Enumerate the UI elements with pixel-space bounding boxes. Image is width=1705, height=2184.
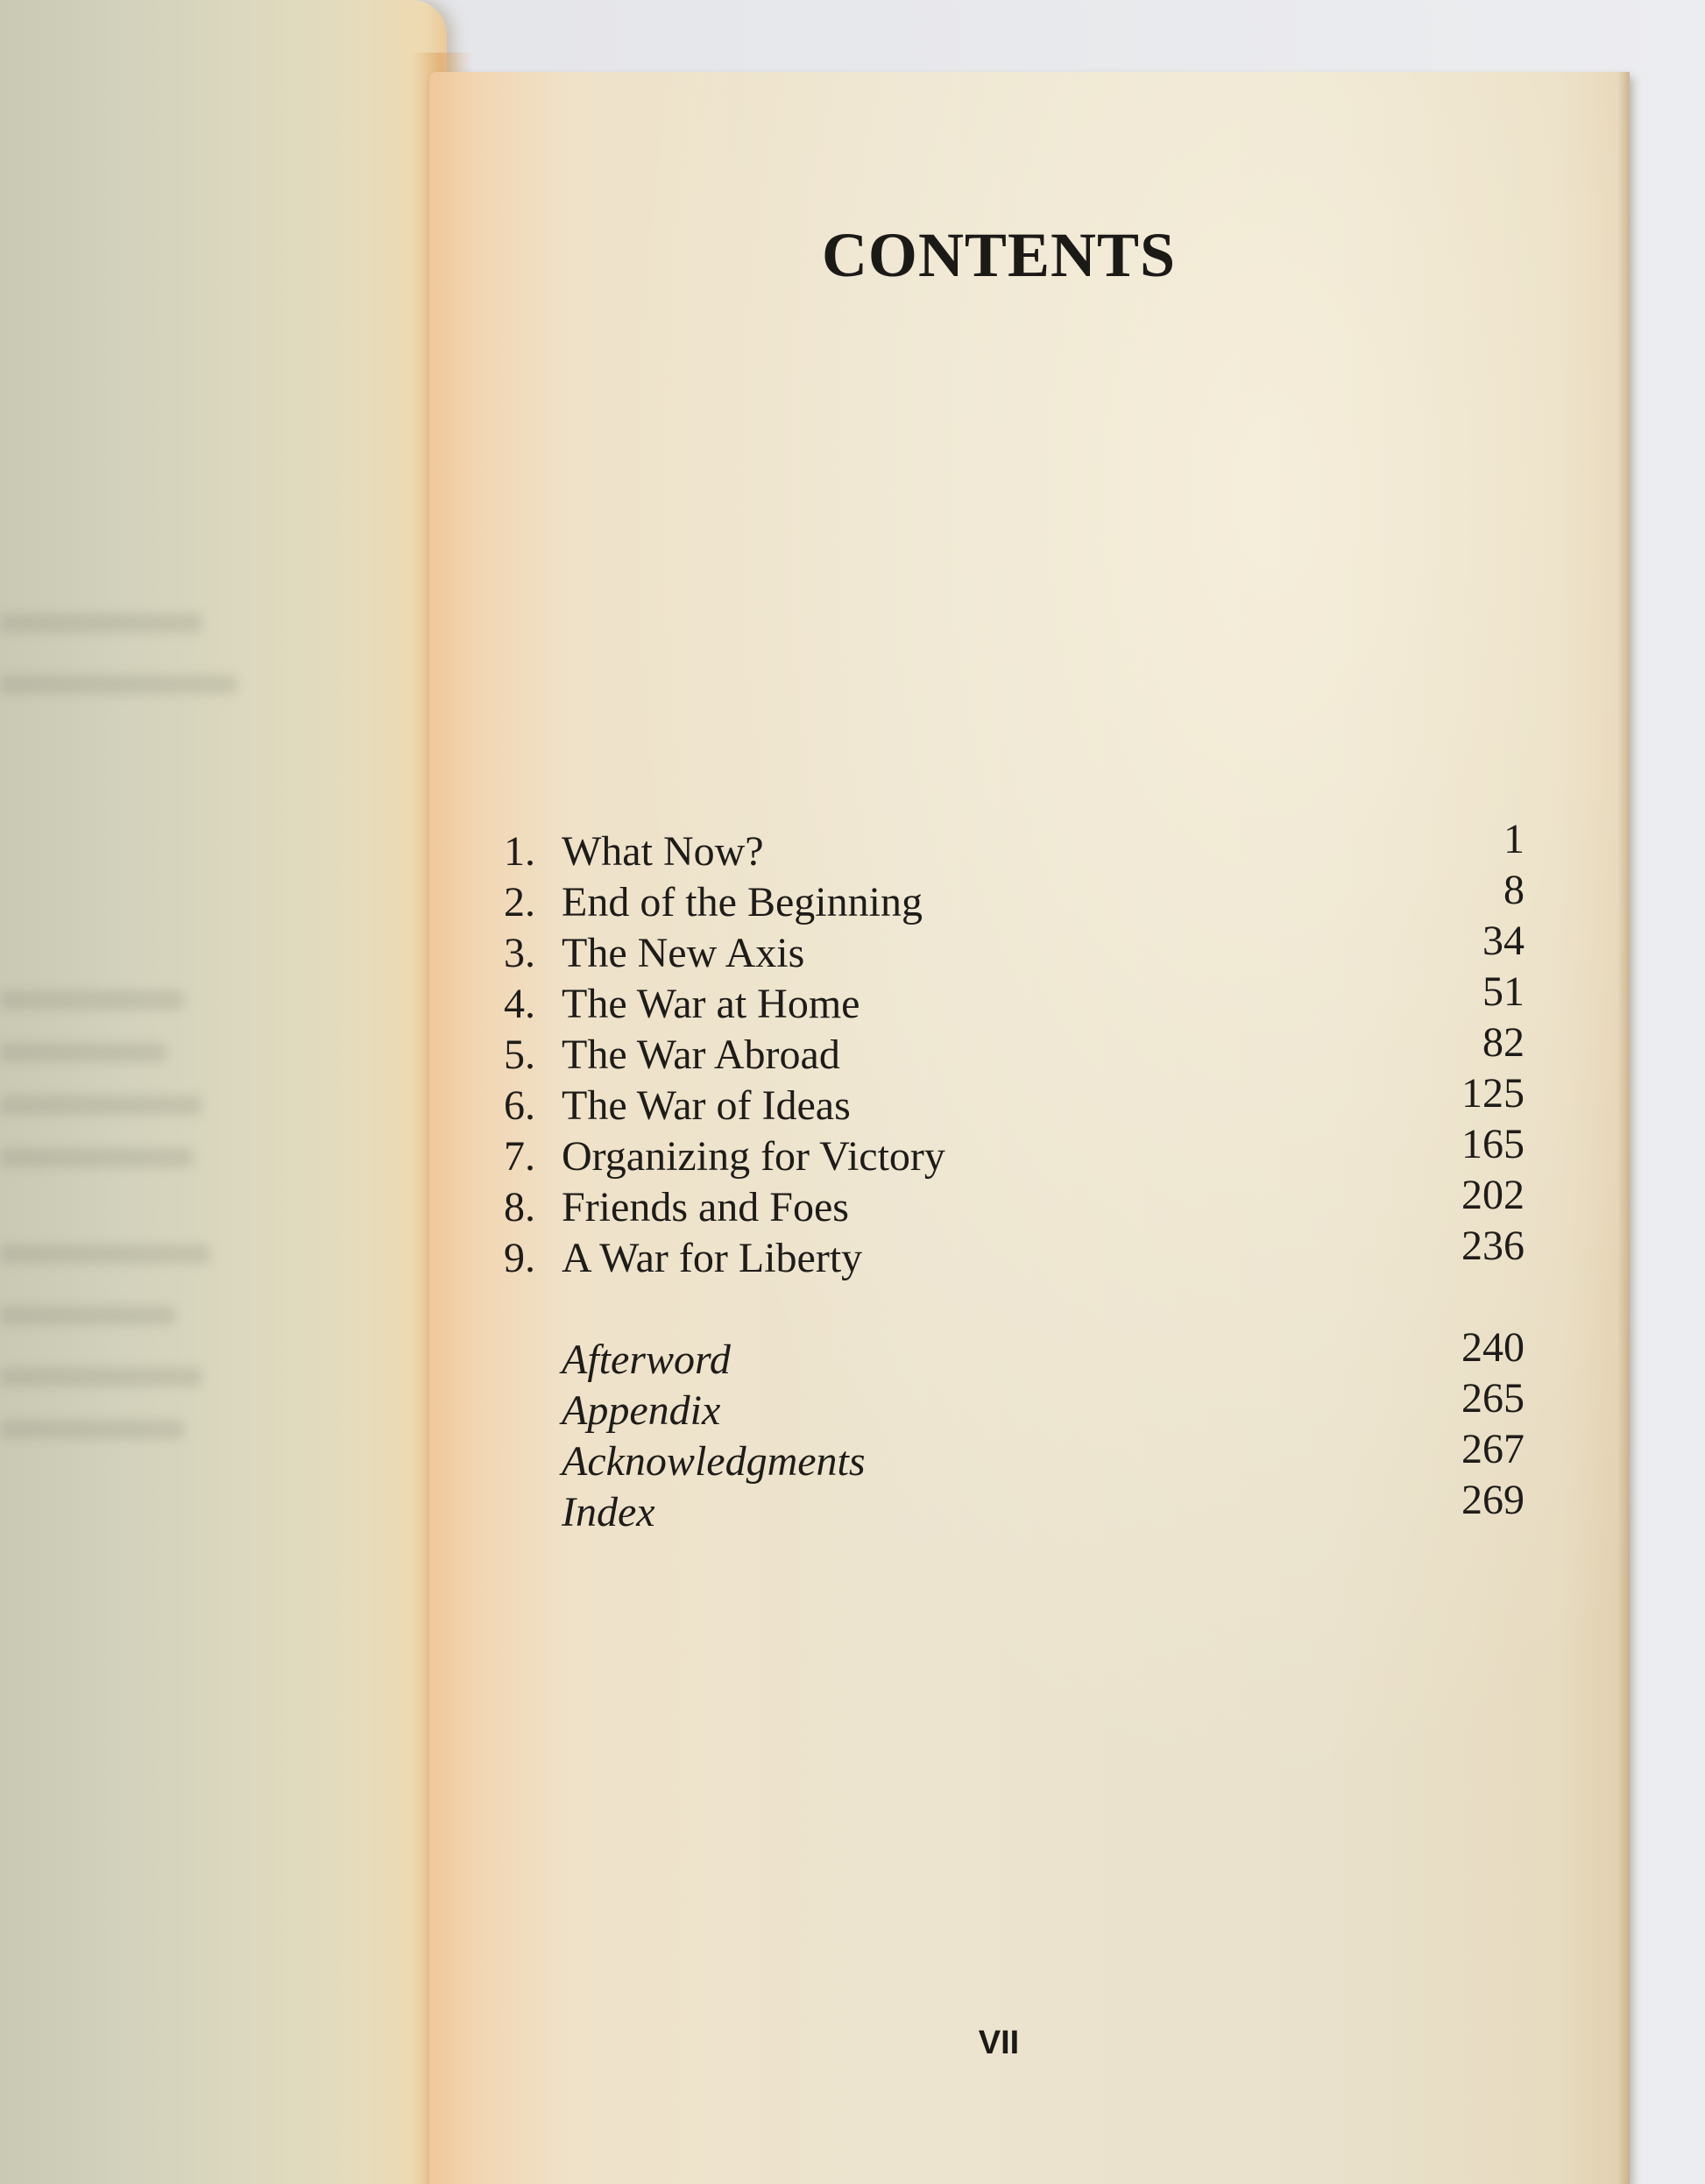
toc-entry xyxy=(504,867,1525,927)
page-number: 51 xyxy=(1482,968,1525,1015)
page-folio: VII xyxy=(978,2024,1020,2061)
page-number: 202 xyxy=(1461,1172,1525,1218)
chapter-number: 2. xyxy=(504,879,535,925)
toc-entry-back-matter xyxy=(504,1375,1525,1436)
bleed-through-text xyxy=(0,1420,184,1439)
toc-entry xyxy=(504,1121,1525,1181)
page-number: 125 xyxy=(1461,1070,1525,1117)
toc-entry xyxy=(504,1070,1525,1131)
chapter-number: 6. xyxy=(504,1082,535,1129)
bleed-through-text xyxy=(0,1148,193,1167)
chapter-number: 1. xyxy=(504,828,535,875)
page-number: 165 xyxy=(1461,1121,1525,1167)
chapter-number: 9. xyxy=(504,1235,535,1281)
page-number: 8 xyxy=(1503,867,1525,913)
chapter-title: What Now? xyxy=(562,828,764,875)
chapter-number: 5. xyxy=(504,1032,535,1078)
page-number: 267 xyxy=(1461,1426,1525,1472)
chapter-title: Friends and Foes xyxy=(562,1184,849,1230)
page-number: 265 xyxy=(1461,1375,1525,1422)
page-number: 236 xyxy=(1461,1223,1525,1269)
toc-entry-back-matter xyxy=(504,1477,1525,1537)
chapter-title: The War of Ideas xyxy=(562,1082,851,1129)
chapter-number: 8. xyxy=(504,1184,535,1230)
bleed-through-text xyxy=(0,1043,166,1062)
chapter-number: 7. xyxy=(504,1133,535,1180)
toc-entry xyxy=(504,968,1525,1029)
section-title: Index xyxy=(562,1489,655,1535)
chapter-title: The War at Home xyxy=(562,981,860,1027)
chapter-title: Organizing for Victory xyxy=(562,1133,945,1180)
section-title: Appendix xyxy=(562,1387,721,1434)
facing-page xyxy=(0,0,447,2184)
chapter-title: End of the Beginning xyxy=(562,879,923,925)
toc-entry xyxy=(504,1223,1525,1283)
chapter-title: The New Axis xyxy=(562,930,805,976)
bleed-through-text xyxy=(0,990,184,1010)
bleed-through-text xyxy=(0,675,237,694)
section-title: Acknowledgments xyxy=(562,1438,866,1485)
toc-entry xyxy=(504,1172,1525,1232)
page-number: 1 xyxy=(1503,816,1525,862)
toc-entry-back-matter xyxy=(504,1324,1525,1385)
toc-entry xyxy=(504,918,1525,978)
page-number: 269 xyxy=(1461,1477,1525,1523)
toc-entry xyxy=(504,816,1525,876)
chapter-number: 4. xyxy=(504,981,535,1027)
bleed-through-text xyxy=(0,1244,210,1264)
toc-entry xyxy=(504,1019,1525,1080)
page-number: 34 xyxy=(1482,918,1525,964)
chapter-title: The War Abroad xyxy=(562,1032,840,1078)
bleed-through-text xyxy=(0,1367,202,1386)
chapter-number: 3. xyxy=(504,930,535,976)
page-number: 240 xyxy=(1461,1324,1525,1371)
table-of-contents xyxy=(429,72,1630,2184)
page-title: CONTENTS xyxy=(821,220,1177,290)
contents-page xyxy=(429,72,1630,2184)
chapter-title: A War for Liberty xyxy=(562,1235,863,1281)
toc-entry-back-matter xyxy=(504,1426,1525,1486)
bleed-through-text xyxy=(0,1096,202,1115)
section-title: Afterword xyxy=(562,1337,731,1383)
bleed-through-text xyxy=(0,613,202,633)
page-number: 82 xyxy=(1482,1019,1525,1066)
bleed-through-text xyxy=(0,1306,175,1325)
